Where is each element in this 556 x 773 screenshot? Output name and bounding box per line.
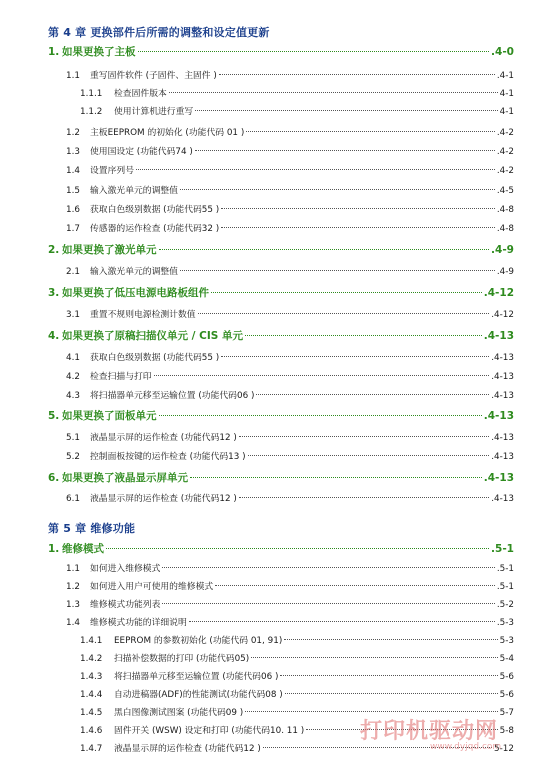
dot-leader: [159, 249, 490, 250]
dot-leader: [246, 131, 495, 132]
dot-leader: [136, 169, 495, 170]
dot-leader: [180, 189, 495, 190]
entry-number: 1.3: [66, 147, 80, 157]
entry-title: 液晶显示屏的运作检查 (功能代码12 ): [90, 494, 237, 504]
dot-leader: [195, 150, 495, 151]
dot-leader: [106, 548, 489, 549]
entry-page: .4-5: [496, 186, 514, 196]
dot-leader: [162, 567, 494, 568]
toc-entry[interactable]: [66, 350, 514, 363]
entry-number: 5.2: [66, 452, 80, 462]
watermark-logo: 打印机驱动网: [360, 719, 499, 744]
entry-title: 将扫描器单元移至运输位置 (功能代码06 ): [114, 672, 279, 682]
entry-title: 重置不规则电源检测计数值: [90, 310, 196, 320]
entry-page: 5-7: [499, 708, 514, 718]
entry-title: 黑白图像测试图案 (功能代码09 ): [114, 708, 244, 718]
entry-title: 传感器的运作检查 (功能代码32 ): [90, 224, 220, 234]
chapter-5-heading: 第 5 章 维修功能: [48, 522, 136, 535]
entry-title: 使用国设定 (功能代码74 ): [90, 147, 193, 157]
toc-entry[interactable]: [48, 408, 514, 423]
toc-entry[interactable]: [66, 369, 514, 382]
dot-leader: [159, 415, 482, 416]
entry-number: 6.: [48, 472, 60, 484]
entry-number: 1.1: [66, 71, 80, 81]
chapter-4-heading: 第 4 章 更换部件后所需的调整和设定值更新: [48, 26, 270, 39]
entry-title: 维修模式: [62, 543, 104, 555]
entry-title: 输入激光单元的调整值: [90, 186, 178, 196]
entry-title: 主板EEPROM 的初始化 (功能代码 01 ): [90, 128, 245, 138]
dot-leader: [195, 110, 497, 111]
entry-title: 将扫描器单元移至运输位置 (功能代码06 ): [90, 391, 255, 401]
entry-title: 设置序列号: [90, 166, 134, 176]
entry-number: 4.: [48, 330, 60, 342]
entry-page: .4-8: [496, 224, 514, 234]
entry-page: .4-2: [496, 166, 514, 176]
entry-page: .5-3: [496, 618, 514, 628]
dot-leader: [221, 227, 495, 228]
toc-entry[interactable]: [80, 687, 514, 700]
toc-entry[interactable]: [66, 144, 514, 157]
dot-leader: [215, 585, 495, 586]
dot-leader: [251, 657, 497, 658]
toc-entry[interactable]: [66, 597, 514, 610]
entry-title: 如果更换了面板单元: [62, 410, 157, 422]
entry-page: .4-9: [491, 244, 514, 256]
dot-leader: [221, 208, 495, 209]
entry-number: 1.4.1: [80, 636, 103, 646]
toc-entry[interactable]: [66, 579, 514, 592]
toc-entry[interactable]: [48, 328, 514, 343]
entry-page: .4-13: [483, 330, 514, 342]
toc-entry[interactable]: [80, 86, 514, 99]
entry-number: 1.: [48, 543, 60, 555]
entry-page: .4-13: [491, 372, 514, 382]
entry-title: 如何进入维修模式: [90, 564, 161, 574]
dot-leader: [219, 74, 495, 75]
entry-page: 4-1: [499, 107, 514, 117]
entry-title: 如果更换了主板: [62, 46, 136, 58]
entry-title: 液晶显示屏的运作检查 (功能代码12 ): [114, 744, 261, 754]
entry-number: 1.1.2: [80, 107, 103, 117]
entry-number: 6.1: [66, 494, 80, 504]
entry-number: 1.4: [66, 618, 80, 628]
entry-number: 1.4.4: [80, 690, 103, 700]
entry-number: 1.4.6: [80, 726, 103, 736]
entry-page: .4-13: [483, 410, 514, 422]
entry-number: 1.6: [66, 205, 80, 215]
entry-title: 使用计算机进行重写: [114, 107, 194, 117]
entry-page: 5-8: [499, 726, 514, 736]
entry-page: .4-13: [491, 353, 514, 363]
entry-title: EEPROM 的参数初始化 (功能代码 01, 91): [114, 636, 283, 646]
entry-title: 维修模式功能列表: [90, 600, 161, 610]
entry-page: 5-12: [494, 744, 514, 754]
toc-entry[interactable]: [66, 388, 514, 401]
entry-title: 如果更换了低压电源电路板组件: [62, 287, 209, 299]
dot-leader: [154, 375, 490, 376]
dot-leader: [189, 621, 495, 622]
dot-leader: [284, 639, 497, 640]
entry-title: 如果更换了激光单元: [62, 244, 157, 256]
entry-number: 1.4: [66, 166, 80, 176]
entry-page: .4-13: [491, 452, 514, 462]
watermark-url: www.dyjqd.com: [430, 742, 502, 752]
entry-number: 4.2: [66, 372, 80, 382]
entry-page: .4-13: [491, 433, 514, 443]
entry-number: 1.5: [66, 186, 80, 196]
toc-entry[interactable]: [48, 242, 514, 257]
toc-entry[interactable]: [80, 651, 514, 664]
dot-leader: [211, 292, 482, 293]
dot-leader: [256, 394, 489, 395]
toc-entry[interactable]: [66, 68, 514, 81]
entry-page: .5-2: [496, 600, 514, 610]
toc-entry[interactable]: [80, 669, 514, 682]
entry-title: 维修模式功能的详细说明: [90, 618, 187, 628]
dot-leader: [245, 335, 482, 336]
entry-number: 1.4.7: [80, 744, 103, 754]
entry-number: 1.7: [66, 224, 80, 234]
dot-leader: [239, 497, 489, 498]
entry-page: .4-2: [496, 128, 514, 138]
entry-page: 4-1: [499, 89, 514, 99]
entry-page: .4-13: [491, 391, 514, 401]
entry-page: .5-1: [496, 564, 514, 574]
entry-page: .4-12: [491, 310, 514, 320]
toc-entry[interactable]: [66, 202, 514, 215]
toc-entry[interactable]: [48, 470, 514, 485]
entry-number: 3.: [48, 287, 60, 299]
entry-title: 固件开关 (WSW) 设定和打印 (功能代码10. 11 ): [114, 726, 305, 736]
toc-entry[interactable]: [66, 183, 514, 196]
dot-leader: [239, 436, 489, 437]
toc-entry[interactable]: [66, 449, 514, 462]
entry-number: 1.2: [66, 128, 80, 138]
entry-page: .4-13: [483, 472, 514, 484]
toc-entry[interactable]: [48, 541, 514, 556]
toc-entry[interactable]: [66, 264, 514, 277]
toc-entry[interactable]: [48, 285, 514, 300]
entry-number: 4.3: [66, 391, 80, 401]
dot-leader: [248, 455, 490, 456]
entry-title: 检查固件版本: [114, 89, 167, 99]
dot-leader: [169, 92, 498, 93]
entry-page: .4-8: [496, 205, 514, 215]
entry-title: 如何进入用户可使用的维修模式: [90, 582, 214, 592]
entry-page: 5-3: [499, 636, 514, 646]
entry-title: 如果更换了原稿扫描仪单元 / CIS 单元: [62, 330, 243, 342]
entry-number: 1.1.1: [80, 89, 103, 99]
toc-entry[interactable]: [66, 221, 514, 234]
entry-title: 检查扫描与打印: [90, 372, 152, 382]
entry-title: 液晶显示屏的运作检查 (功能代码12 ): [90, 433, 237, 443]
entry-title: 自动进稿器(ADF)的性能测试(功能代码08 ): [114, 690, 283, 700]
entry-number: 1.4.3: [80, 672, 103, 682]
entry-title: 获取白色级别数据 (功能代码55 ): [90, 205, 220, 215]
entry-page: .4-2: [496, 147, 514, 157]
toc-entry[interactable]: [66, 307, 514, 320]
entry-number: 2.: [48, 244, 60, 256]
toc-entry[interactable]: [66, 125, 514, 138]
entry-number: 1.4.2: [80, 654, 103, 664]
entry-number: 4.1: [66, 353, 80, 363]
toc-entry[interactable]: [66, 163, 514, 176]
toc-entry[interactable]: [48, 44, 514, 59]
entry-title: 扫描补偿数据的打印 (功能代码05): [114, 654, 250, 664]
toc-entry[interactable]: [80, 633, 514, 646]
entry-number: 3.1: [66, 310, 80, 320]
toc-entry[interactable]: [66, 615, 514, 628]
dot-leader: [245, 711, 497, 712]
entry-page: .4-9: [496, 267, 514, 277]
entry-page: 5-6: [499, 690, 514, 700]
entry-number: 1.1: [66, 564, 80, 574]
entry-title: 控制面板按键的运作检查 (功能代码13 ): [90, 452, 246, 462]
entry-title: 获取白色级别数据 (功能代码55 ): [90, 353, 220, 363]
entry-title: 如果更换了液晶显示屏单元: [62, 472, 188, 484]
dot-leader: [190, 477, 482, 478]
entry-number: 1.: [48, 46, 60, 58]
dot-leader: [285, 693, 498, 694]
dot-leader: [138, 51, 490, 52]
dot-leader: [221, 356, 489, 357]
entry-number: 5.: [48, 410, 60, 422]
entry-number: 2.1: [66, 267, 80, 277]
toc-entry[interactable]: [66, 491, 514, 504]
toc-entry[interactable]: [66, 430, 514, 443]
dot-leader: [180, 270, 495, 271]
dot-leader: [162, 603, 494, 604]
entry-page: .4-0: [491, 46, 514, 58]
entry-page: .5-1: [496, 582, 514, 592]
entry-page: .4-13: [491, 494, 514, 504]
toc-entry[interactable]: [80, 104, 514, 117]
entry-number: 1.3: [66, 600, 80, 610]
entry-number: 1.4.5: [80, 708, 103, 718]
entry-page: .4-1: [496, 71, 514, 81]
entry-title: 输入激光单元的调整值: [90, 267, 178, 277]
entry-page: .4-12: [483, 287, 514, 299]
entry-page: .5-1: [491, 543, 514, 555]
entry-title: 重写固件软件 (子固件、主固件 ): [90, 71, 217, 81]
dot-leader: [198, 313, 490, 314]
dot-leader: [280, 675, 497, 676]
toc-entry[interactable]: [66, 561, 514, 574]
entry-number: 5.1: [66, 433, 80, 443]
entry-page: 5-4: [499, 654, 514, 664]
entry-number: 1.2: [66, 582, 80, 592]
entry-page: 5-6: [499, 672, 514, 682]
